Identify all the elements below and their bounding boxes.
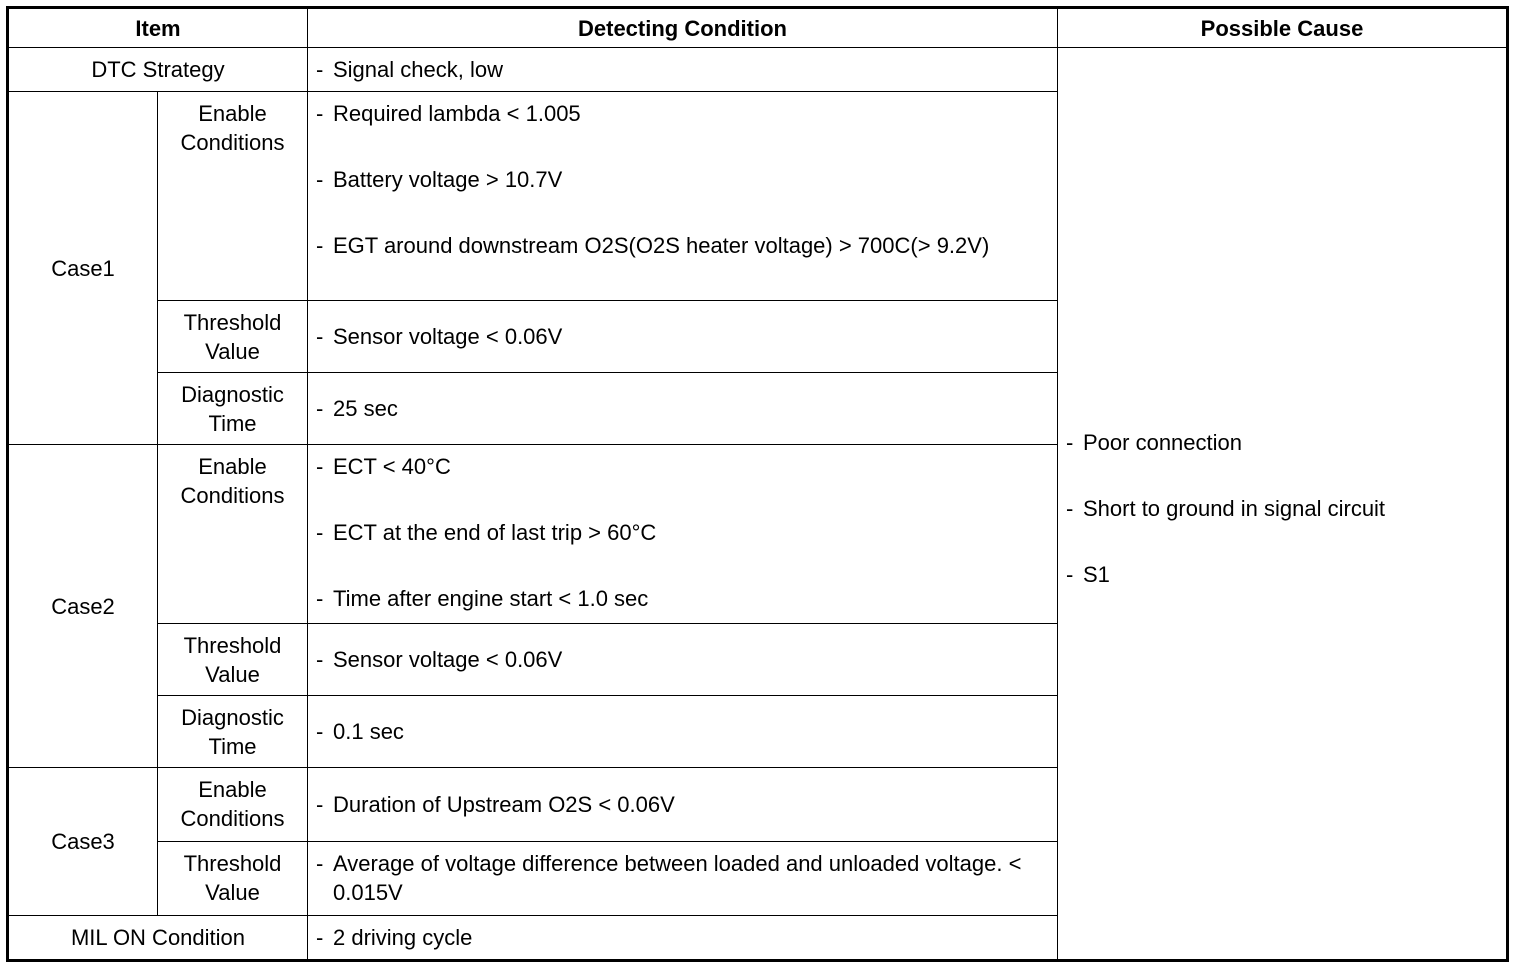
case1-label: Case1	[8, 92, 158, 445]
case1-enable-item: EGT around downstream O2S(O2S heater voltage) > 700C(> 9.2V)	[333, 233, 990, 259]
possible-cause-item: Short to ground in signal circuit	[1083, 496, 1386, 522]
case3-threshold: Average of voltage difference between loaded and unloaded voltage. < 0.015V	[333, 851, 1022, 906]
header-row	[8, 8, 1508, 48]
possible-cause-cell	[1058, 48, 1508, 961]
bullet-dash: -	[316, 924, 324, 950]
bullet-dash: -	[316, 167, 324, 193]
possible-cause-item: S1	[1083, 562, 1110, 588]
case2-threshold: Sensor voltage < 0.06V	[333, 647, 563, 672]
row-dtc-strategy	[8, 48, 1508, 92]
bullet-dash: -	[316, 396, 324, 422]
case3-threshold-cell	[308, 841, 1058, 915]
case2-threshold-cell	[308, 623, 1058, 695]
case2-enable-item: ECT at the end of last trip > 60°C	[333, 520, 657, 546]
header-possible-cause: Possible Cause	[1058, 8, 1508, 48]
bullet-dash: -	[316, 101, 324, 127]
dtc-strategy-condition-cell	[308, 48, 1058, 92]
case3-enable: Duration of Upstream O2S < 0.06V	[333, 791, 675, 817]
bullet-dash: -	[1066, 496, 1074, 522]
case2-diag-label: Diagnostic Time	[158, 696, 308, 768]
case1-enable-item: Battery voltage > 10.7V	[333, 167, 563, 193]
case1-enable-cell	[308, 92, 1058, 301]
header-detecting-condition: Detecting Condition	[308, 8, 1058, 48]
bullet-dash: -	[316, 57, 324, 83]
case3-enable-label: Enable Conditions	[158, 768, 308, 841]
case1-enable-label: Enable Conditions	[158, 92, 308, 301]
mil-on-condition: 2 driving cycle	[333, 924, 473, 950]
case3-threshold-label: Threshold Value	[158, 841, 308, 915]
case2-diag-cell	[308, 696, 1058, 768]
case2-diag: 0.1 sec	[333, 719, 404, 745]
bullet-dash: -	[316, 647, 324, 672]
case1-threshold-cell	[308, 300, 1058, 372]
case2-label: Case2	[8, 445, 158, 768]
bullet-dash: -	[1066, 430, 1074, 456]
bullet-dash: -	[316, 851, 324, 877]
header-item: Item	[8, 8, 308, 48]
case1-diag: 25 sec	[333, 396, 398, 422]
case2-threshold-label: Threshold Value	[158, 623, 308, 695]
case1-enable-item: Required lambda < 1.005	[333, 101, 581, 127]
case2-enable-label: Enable Conditions	[158, 445, 308, 624]
bullet-dash: -	[316, 324, 324, 350]
bullet-dash: -	[316, 233, 324, 259]
case1-threshold-label: Threshold Value	[158, 300, 308, 372]
dtc-strategy-condition: Signal check, low	[333, 57, 503, 83]
dtc-strategy-label: DTC Strategy	[8, 48, 308, 92]
possible-cause-item: Poor connection	[1083, 430, 1242, 456]
bullet-dash: -	[316, 791, 324, 817]
case3-label: Case3	[8, 768, 158, 915]
bullet-dash: -	[316, 520, 324, 546]
mil-on-condition-cell	[308, 915, 1058, 960]
case3-enable-cell	[308, 768, 1058, 841]
bullet-dash: -	[316, 586, 324, 612]
case1-diag-cell	[308, 373, 1058, 445]
bullet-dash: -	[316, 454, 324, 480]
bullet-dash: -	[316, 719, 324, 745]
case2-enable-item: Time after engine start < 1.0 sec	[333, 586, 649, 612]
bullet-dash: -	[1066, 562, 1074, 588]
mil-on-label: MIL ON Condition	[8, 915, 308, 960]
case2-enable-cell	[308, 445, 1058, 624]
case2-enable-item: ECT < 40°C	[333, 454, 451, 480]
case1-threshold: Sensor voltage < 0.06V	[333, 324, 563, 350]
case1-diag-label: Diagnostic Time	[158, 373, 308, 445]
dtc-spec-table	[6, 6, 1509, 962]
